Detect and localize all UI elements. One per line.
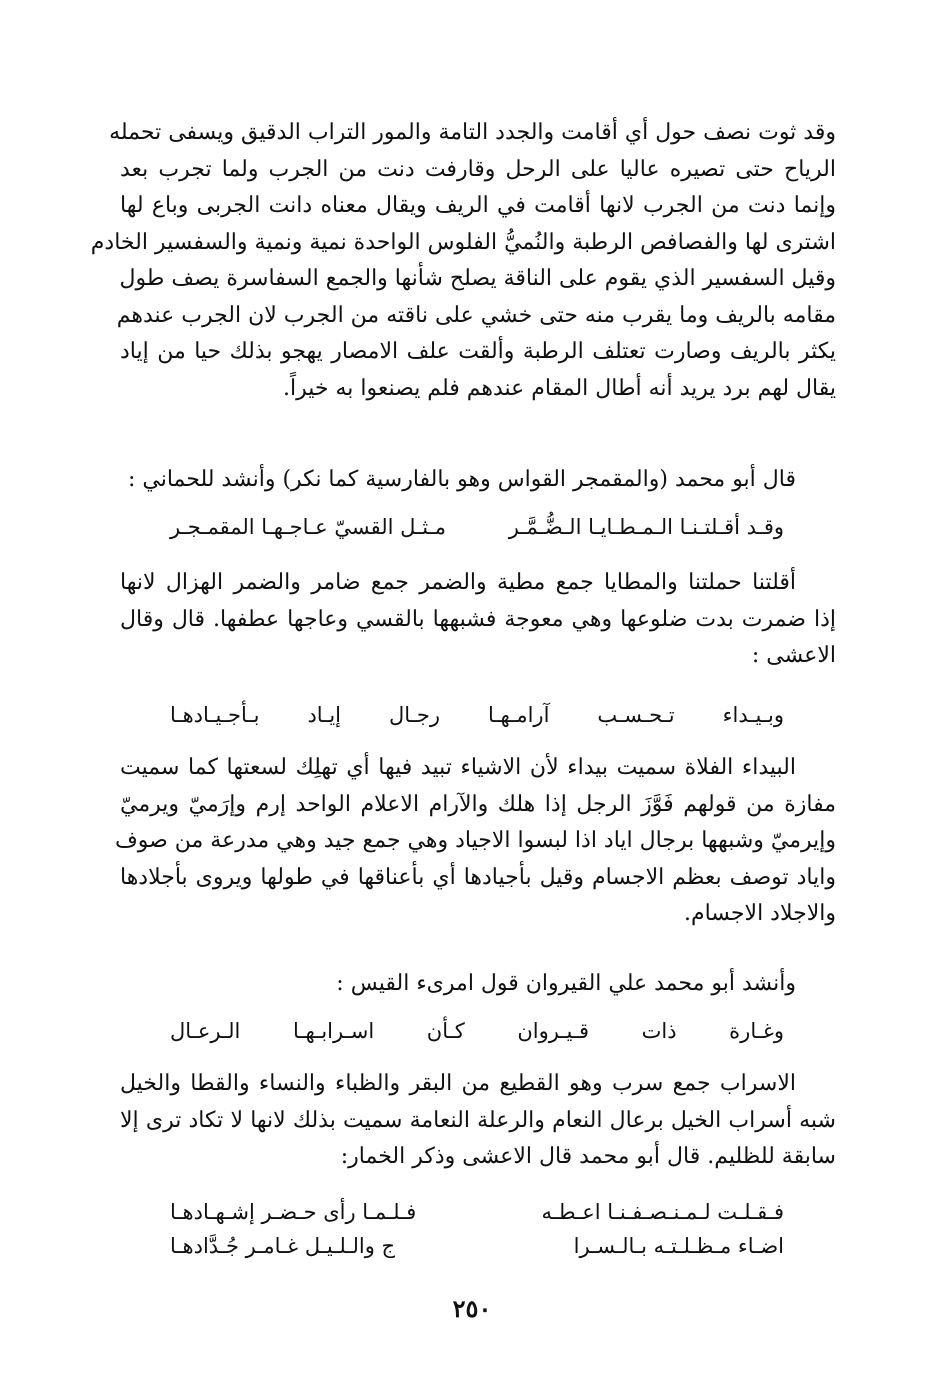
verse-word: وبـيـداء: [722, 703, 784, 727]
text-line: مقامه بالريف وما يقرب منه حتى خشي على ناقته من الجرب لان الجرب عندهم: [116, 302, 836, 328]
verse-hemistich-first: فـقـلـت لـمـنـصـفـنـا اعـطـه: [541, 1200, 784, 1224]
verse-hemistich-first: اضـاء مـظـلـتـه بـالـسـرا: [573, 1234, 784, 1258]
verse-1: [170, 512, 784, 542]
text-line: سابقة للظليم. قال أبو محمد قال الاعشى وذكر الخمار:: [340, 1144, 836, 1169]
text-line: مفازة من قولهم فَوَّزَ الرجل إذا هلك والآرام الاعلام الواحد إرم وإرَميّ ويرميّ: [120, 791, 836, 817]
verse-word: اسـرابـهـا: [292, 1019, 375, 1043]
verse-3: [170, 1016, 784, 1046]
text-line: والاجلاد الاجسام.: [683, 901, 836, 926]
text-line: يكثر بالريف وصارت تعتلف الرطبة وألقت علف الامصار يهجو بذلك حيا من إياد: [120, 339, 836, 364]
text-line: قال أبو محمد (والمقمجر القواس وهو بالفارسية كما نكر) وأنشد للحماني :: [127, 467, 796, 492]
verse-word: ذات: [641, 1019, 677, 1043]
text-line: البيداء الفلاة سميت بيداء لأن الاشياء تبيد فيها أي تهلِك لسعتها كما سميت: [120, 755, 796, 780]
text-line: يقال لهم برد يريد أنه أطال المقام عندهم فلم يصنعوا به خيراً.: [283, 375, 836, 401]
text-line: وقد ثوت نصف حول أي أقامت والجدد التامة والمور التراب الدقيق ويسفى تحمله: [109, 120, 836, 145]
verse-5: [170, 1231, 784, 1261]
text-line: الرياح حتى تصيره عاليا على الرحل وقارفت دنت من الجرب ولما تجرب بعد: [120, 156, 836, 182]
text-line: أقلتنا حملتنا والمطايا جمع مطية والضمر جمع ضامر والضمر الهزال لانها: [120, 570, 796, 595]
verse-hemistich-second: فـلـمـا رأى حـضـر إشـهـادهـا: [170, 1200, 417, 1224]
verse-word: تـحـسـب: [597, 703, 675, 727]
verse-hemistich-second: مـثـل القسيّ عـاجـهـا المقمـجـر: [170, 515, 446, 539]
text-line: شبه أسراب الخيل برعال النعام والرعلة النعامة سميت بذلك لانها لا تكاد ترى إلا: [120, 1107, 836, 1133]
verse-hemistich-first: وقـد أقـلتـنـا الـمـطـايـا الـضُّـمَّـر: [508, 515, 784, 539]
paragraph-3: [114, 750, 836, 933]
text-line: إذا ضمرت بدت ضلوعها وهي معوجة فشبهها بالقسي وعاجها عطفها. قال وقال: [120, 606, 836, 632]
verse-word: آرامـهـا: [487, 703, 550, 727]
text-line: وقيل السفسير الذي يقوم على الناقة يصلح شأنها والجمع السفاسرة يصف طول: [119, 266, 836, 291]
paragraph-1: [90, 115, 836, 407]
verse-word: رجـال: [389, 703, 440, 727]
verse-word: كـأن: [426, 1019, 465, 1043]
text-line: الاعشى :: [751, 643, 836, 668]
verse-word: بـأجـيـادهـا: [170, 703, 260, 727]
verse-intro-1: [120, 462, 836, 499]
text-line: الاسراب جمع سرب وهو القطيع من البقر والظباء والنساء والقطا والخيل: [120, 1071, 796, 1096]
paragraph-2: [120, 565, 836, 675]
page-number: ٢٥٠: [452, 1294, 492, 1323]
verse-intro-2: [120, 966, 836, 1003]
paragraph-4: [120, 1066, 836, 1176]
verse-word: إيـاد: [307, 703, 342, 727]
verse-4: [170, 1197, 784, 1227]
text-line: وإنما دنت من الجرب لانها أقامت في الريف ويقال معناه دانت الجربى وباع لها: [120, 193, 836, 218]
text-line: وإيرميّ وشبهها برجال اياد اذا لبسوا الاجياد وهي جمع جيد وهي مدرعة من صوف: [114, 828, 836, 853]
verse-word: وغـارة: [729, 1019, 784, 1043]
verse-2: [170, 700, 784, 730]
verse-word: الـرعـال: [170, 1019, 241, 1043]
verse-word: قـيـروان: [517, 1019, 590, 1043]
text-line: وأنشد أبو محمد علي القيروان قول امرىء القيس :: [336, 971, 796, 996]
text-line: واياد توصف بعظم الاجسام وقيل بأجيادها أي بأعناقها في طولها ويروى بأجلادها: [120, 864, 836, 890]
text-line: اشترى لها والفصافص الرطبة والنُميُّ الفلوس الواحدة نمية ونمية والسفسير الخادم: [90, 229, 836, 255]
verse-hemistich-second: ج والـلـيـل غـامـر جُـدَّادهـا: [170, 1234, 396, 1258]
